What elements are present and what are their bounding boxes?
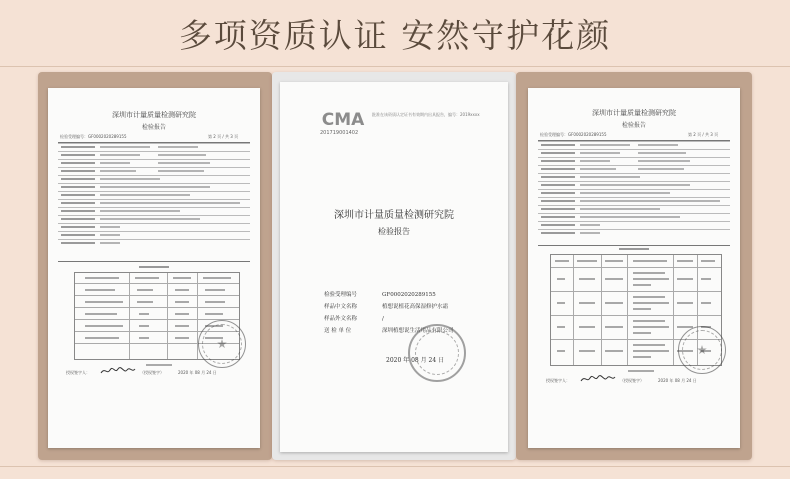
left-institute: 深圳市计量质量检测研究院	[112, 111, 196, 119]
left-signer-label: 授权签字人：	[66, 370, 90, 375]
cma-number: 201719001402	[320, 130, 359, 136]
center-report-title: 检验报告	[378, 227, 410, 236]
table-row	[538, 181, 730, 182]
left-report-page	[48, 88, 260, 448]
center-certificate-panel	[272, 72, 516, 460]
right-inspection-seal	[678, 326, 726, 374]
table-row	[58, 199, 250, 200]
center-inspection-seal	[408, 324, 466, 382]
right-meta-page: 第 2 页 / 共 3 页	[688, 132, 719, 137]
field-sample-name-en: 样品外文名称 /	[324, 316, 384, 322]
left-end-note	[146, 364, 172, 366]
left-results-caption	[48, 266, 260, 268]
table-row	[58, 207, 250, 208]
right-report-page	[528, 88, 740, 448]
right-signer-note: （授权签字）	[620, 378, 644, 383]
footer-divider	[0, 466, 790, 467]
table-row	[538, 221, 730, 222]
banner-divider	[0, 66, 790, 67]
table-row	[538, 205, 730, 206]
cma-logo	[320, 108, 366, 130]
center-institute: 深圳市计量质量检测研究院	[334, 210, 454, 221]
table-row	[58, 191, 250, 192]
table-row	[58, 143, 250, 144]
banner-title: 多项资质认证 安然守护花颜	[178, 15, 612, 55]
right-report-title: 检验报告	[621, 122, 646, 129]
field-acceptance-number: 检验受理编号 GF0002020289155	[324, 292, 436, 298]
center-report-cover	[280, 82, 508, 452]
center-report-date: 2020 年 08 月 24 日	[386, 357, 445, 364]
left-meta-number: 检验受理编号：GF0002020289155	[60, 134, 127, 139]
left-sample-info-table	[58, 142, 250, 262]
table-row	[58, 239, 250, 240]
right-institute: 深圳市计量质量检测研究院	[592, 109, 676, 117]
table-row	[538, 149, 730, 150]
right-results-caption	[528, 248, 740, 250]
table-row	[538, 173, 730, 174]
left-inspection-seal	[198, 320, 246, 368]
svg-text:CMA: CMA	[321, 110, 365, 130]
right-certificate-panel	[516, 72, 752, 460]
table-row	[538, 157, 730, 158]
right-report-date: 2020 年 08 月 24 日	[658, 378, 697, 383]
left-meta-page: 第 2 页 / 共 3 页	[208, 134, 239, 139]
right-end-note	[628, 370, 654, 372]
table-row	[538, 213, 730, 214]
table-row	[538, 165, 730, 166]
table-row	[58, 223, 250, 224]
banner	[0, 0, 790, 66]
table-row	[538, 197, 730, 198]
right-signature	[580, 374, 616, 384]
table-row	[58, 167, 250, 168]
table-row	[58, 215, 250, 216]
left-signature	[100, 366, 136, 376]
table-row	[58, 151, 250, 152]
left-report-date: 2020 年 08 月 24 日	[178, 370, 217, 375]
left-report-title: 检验报告	[141, 124, 166, 131]
field-sample-name-cn: 样品中文名称 植想说植花高保湿修护水霜	[324, 304, 449, 310]
table-row	[58, 231, 250, 232]
table-row	[538, 229, 730, 230]
table-row	[58, 183, 250, 184]
table-row	[58, 175, 250, 176]
table-row	[538, 141, 730, 142]
right-sample-info-table	[538, 140, 730, 246]
left-certificate-panel	[38, 72, 272, 460]
left-signer-note: （授权签字）	[140, 370, 164, 375]
table-row	[58, 159, 250, 160]
table-row	[538, 189, 730, 190]
right-signer-label: 授权签字人：	[546, 378, 570, 383]
field-submitting-unit: 送 检 单 位 深圳植想说生活用品有限公司	[324, 328, 454, 334]
right-meta-number: 检验受理编号：GF0002020289155	[540, 132, 607, 137]
cma-note: 批准在该资质认定证书有效期内出具报告，编号：2019xxxx	[372, 112, 480, 117]
